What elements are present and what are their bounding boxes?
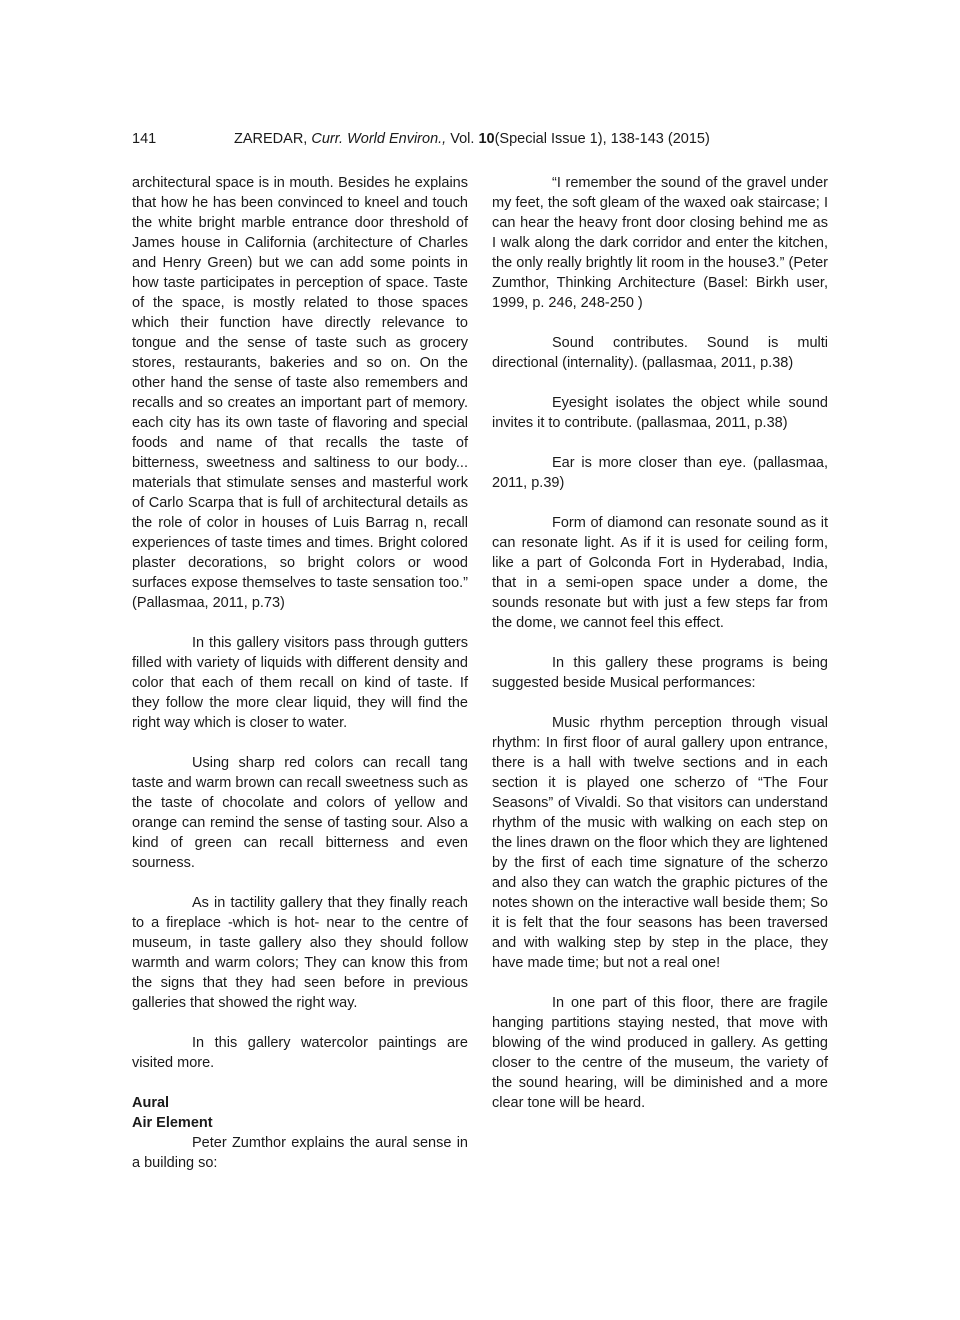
- paragraph: Sound contributes. Sound is multi directional (internality). (pallasmaa, 2011, p.38): [492, 335, 828, 371]
- paragraph: architectural space is in mouth. Besides he explains that how he has been convinced to kneel and touch the white bright marble entrance door threshold of James house in California (architecture of Charles and Henry Green) but we can add some points in how taste participates in perception of space. Taste of the space, is mostly related to those spaces which their function have directly relevance to tongue and the sense of taste such as grocery stores, restaurants, bakeries and so on. On the other hand the sense of taste also remembers and recalls and so creates an important part of memory. each city has its own taste of flavoring and special foods and name of that recalls the taste of bitterness, sweetness and saltiness to our body... materials that stimulate senses and masterful work of Carlo Scarpa that is full of architectural details as the role of color in houses of Luis Barrag n, recall experiences of taste times and times. Bright colored plaster decorations, so bright colors or wood surfaces expose themselves to taste sensation too.” (Pallasmaa, 2011, p.73): [132, 175, 468, 611]
- block-quote: “I remember the sound of the gravel under my feet, the soft gleam of the waxed oak staircase; I can hear the heavy front door closing behind me as I walk along the dark corridor and enter the kitchen, the only really brightly lit room in the house3.” (Peter Zumthor, Thinking Architecture (Basel: Birkh user, 1999, p. 246, 248-250 ): [492, 175, 828, 311]
- volume-label: Vol.: [450, 131, 475, 147]
- paragraph: Using sharp red colors can recall tang taste and warm brown can recall sweetness such as the taste of chocolate and colors of yellow and orange can remind the sense of tasting sour. Also a kind of green can recall bitterness and even sourness.: [132, 755, 468, 871]
- paragraph: Music rhythm perception through visual rhythm: In first floor of aural gallery upon entrance, there is a hall with twelve sections and in each section it is played one scherzo of “The Four Seasons” of Vivaldi. So that visitors can understand rhythm of the music with walking on each step on the lines drawn on the floor which they are lightened by the first of each time signature of the scherzo and also they can watch the graphic pictures of the notes shown on the interactive wall beside them; So it is felt that the four seasons has been traversed and with walking step by step in the place, they have made time; but not a real one!: [492, 715, 828, 971]
- subsection-heading: Air Element: [132, 1115, 213, 1131]
- journal-name: Curr. World Environ.,: [311, 131, 447, 147]
- paragraph: Peter Zumthor explains the aural sense in a building so:: [132, 1135, 468, 1171]
- left-column: [132, 173, 468, 1173]
- journal-citation: [234, 129, 710, 149]
- author-name: ZAREDAR,: [234, 131, 308, 147]
- paragraph: Ear is more closer than eye. (pallasmaa, 2011, p.39): [492, 455, 828, 491]
- paragraph: In one part of this floor, there are fragile hanging partitions staying nested, that move with blowing of the wind produced in gallery. As getting closer to the centre of the museum, the variety of the sound hearing, will be diminished and a more clear tone will be heard.: [492, 995, 828, 1111]
- page-number: 141: [132, 131, 157, 147]
- paragraph: In this gallery these programs is being suggested beside Musical performances:: [492, 655, 828, 691]
- paragraph: In this gallery visitors pass through gutters filled with variety of liquids with different density and color that each of them recall on kind of taste. If they follow the more clear liquid, they will find the right way which is closer to water.: [132, 635, 468, 731]
- paragraph: Eyesight isolates the object while sound invites it to contribute. (pallasmaa, 2011, p.38): [492, 395, 828, 431]
- right-column: [492, 173, 828, 1113]
- paragraph: As in tactility gallery that they finally reach to a fireplace -which is hot- near to the centre of museum, in taste gallery also they should follow warmth and warm colors; They can know this from the signs that they had seen before in previous galleries that showed the right way.: [132, 895, 468, 1011]
- issue-info: (Special Issue 1), 138-143 (2015): [494, 131, 710, 147]
- paragraph: In this gallery watercolor paintings are visited more.: [132, 1035, 468, 1071]
- volume-number: 10: [478, 131, 495, 147]
- paragraph: Form of diamond can resonate sound as it can resonate light. As if it is used for ceiling form, like a part of Golconda Fort in Hyderabad, India, that in a semi-open space under a dome, the sounds resonate but with just a few steps far from the dome, we cannot feel this effect.: [492, 515, 828, 631]
- running-header: [132, 129, 832, 151]
- section-heading: Aural: [132, 1095, 170, 1111]
